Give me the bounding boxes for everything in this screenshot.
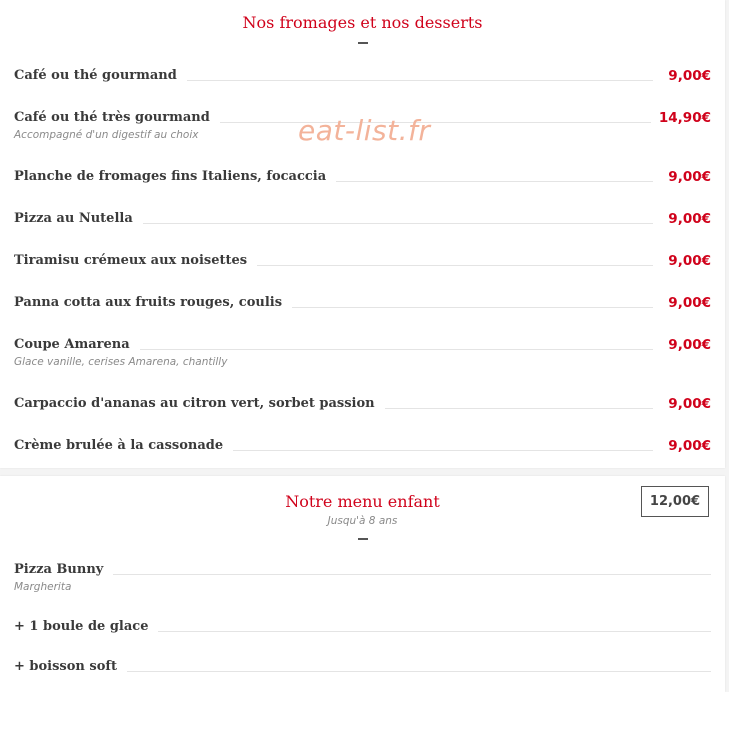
kids-menu-title: Notre menu enfant — [285, 492, 440, 511]
menu-item — [14, 336, 711, 368]
item-name: Planche de fromages fins Italiens, focaccia — [14, 168, 336, 186]
title-divider — [358, 42, 368, 44]
menu-item — [14, 168, 711, 192]
item-price: 9,00€ — [660, 437, 711, 455]
dotted-leader — [14, 574, 711, 575]
item-price: 9,00€ — [660, 252, 711, 270]
item-price: 9,00€ — [660, 336, 711, 354]
kids-menu-price-badge: 12,00€ — [641, 486, 709, 517]
menu-item — [14, 210, 711, 234]
item-description: Accompagné d'un digestif au choix — [14, 129, 199, 141]
item-name: Café ou thé gourmand — [14, 67, 187, 85]
item-price: 14,90€ — [651, 109, 711, 127]
menu-item — [14, 561, 711, 593]
item-name: Pizza au Nutella — [14, 210, 143, 228]
item-name: Panna cotta aux fruits rouges, coulis — [14, 294, 292, 312]
menu-item — [14, 67, 711, 91]
item-price: 9,00€ — [660, 210, 711, 228]
item-name: + 1 boule de glace — [14, 618, 158, 636]
menu-item — [14, 618, 711, 642]
menu-item — [14, 395, 711, 419]
item-name: Pizza Bunny — [14, 561, 113, 579]
menu-item — [14, 252, 711, 276]
item-description: Glace vanille, cerises Amarena, chantilly — [14, 356, 228, 368]
item-name: Tiramisu crémeux aux noisettes — [14, 252, 257, 270]
kids-menu-subtitle: Jusqu'à 8 ans — [327, 515, 398, 527]
menu-item — [14, 437, 711, 461]
page-bottom — [0, 692, 729, 731]
item-price: 9,00€ — [660, 168, 711, 186]
item-name: Coupe Amarena — [14, 336, 140, 354]
item-name: Crème brulée à la cassonade — [14, 437, 233, 455]
item-name: Café ou thé très gourmand — [14, 109, 220, 127]
desserts-title: Nos fromages et nos desserts — [242, 13, 483, 32]
watermark-logo: eat-list.fr — [298, 114, 431, 147]
menu-item — [14, 294, 711, 318]
menu-item — [14, 658, 711, 682]
item-name: + boisson soft — [14, 658, 127, 676]
item-description: Margherita — [14, 581, 72, 593]
item-price: 9,00€ — [660, 294, 711, 312]
item-price: 9,00€ — [660, 67, 711, 85]
item-name: Carpaccio d'ananas au citron vert, sorbet passion — [14, 395, 385, 413]
item-price: 9,00€ — [660, 395, 711, 413]
title-divider — [358, 538, 368, 540]
